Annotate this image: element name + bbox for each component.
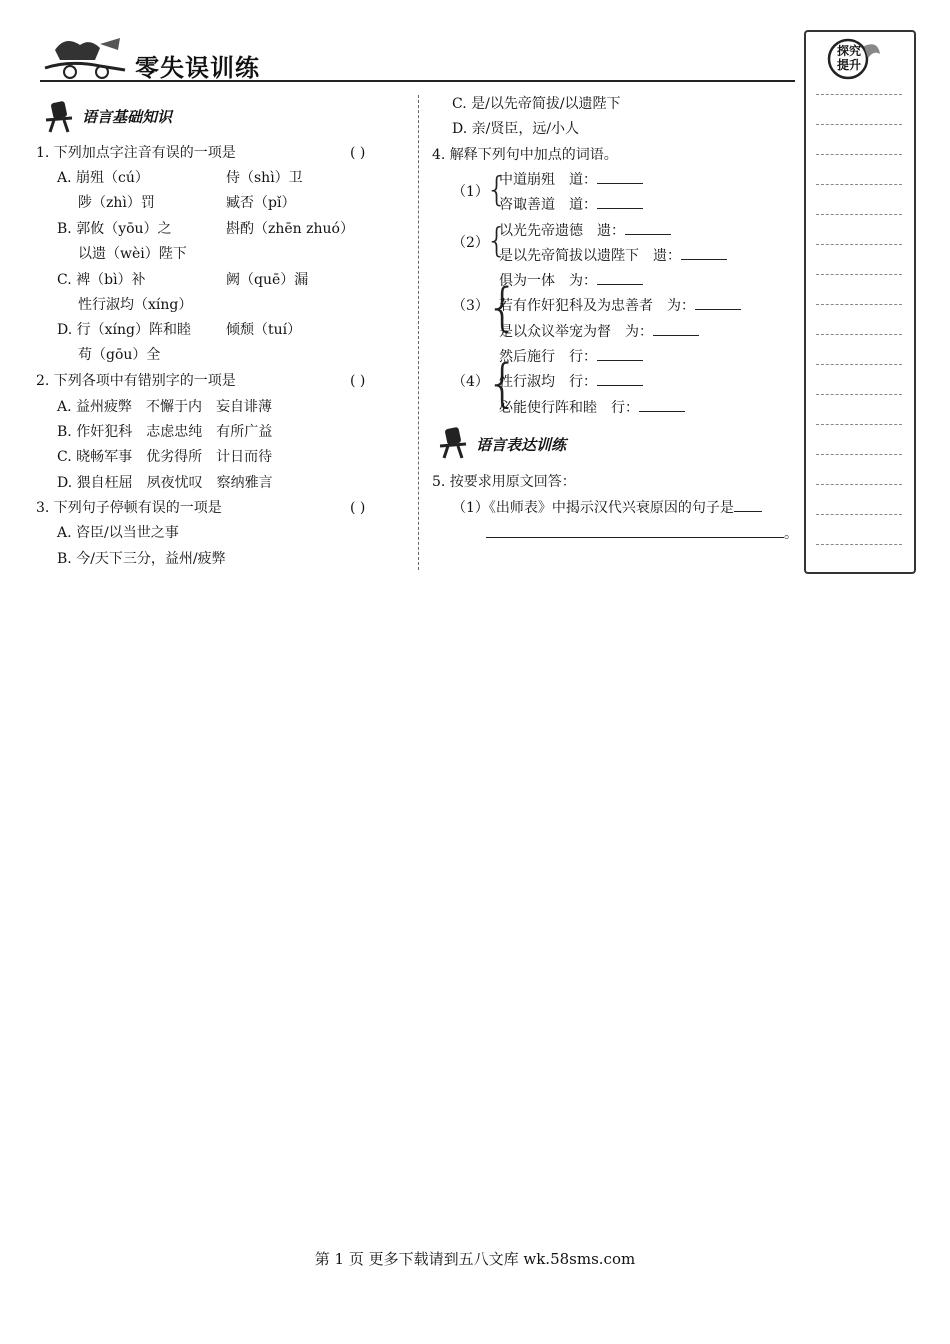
note-line <box>816 124 902 125</box>
section-expression-training: 语言表达训练 <box>476 436 567 454</box>
q4-group1-line2: 咨诹善道 道： <box>499 193 643 218</box>
q4-group4-line3: 必能使行阵和睦 行： <box>499 396 685 421</box>
q3-option-b: B. 今/天下三分，益州/疲弊 <box>57 551 226 567</box>
note-line <box>816 544 902 545</box>
q4-group2-line1: 以光先帝遗德 遗： <box>499 219 671 244</box>
q5-part1: （1）《出师表》中揭示汉代兴衰原因的句子是 <box>452 496 762 521</box>
sidebar-badge-label: 探究提升 <box>836 44 861 72</box>
q2-answer-paren[interactable]: ( ) <box>350 373 366 389</box>
q4-group4-line1: 然后施行 行： <box>499 345 643 370</box>
q2-option-a: A. 益州疲弊 不懈于内 妄自诽薄 <box>57 399 273 415</box>
q1-option-d1: D. 行（xíng）阵和睦 <box>57 322 191 338</box>
q4-stem: 4. 解释下列句中加点的词语。 <box>432 147 618 163</box>
q1-option-d2: 倾颓（tuí） <box>226 322 302 338</box>
q1-option-c1: C. 裨（bì）补 <box>57 272 146 288</box>
q4-g1-l2-blank[interactable] <box>597 194 643 209</box>
note-line <box>816 424 902 425</box>
q4-group4-number: （4） <box>452 374 489 390</box>
q1-option-b2: 斟酌（zhēn zhuó） <box>226 221 354 237</box>
note-line <box>816 304 902 305</box>
note-line <box>816 454 902 455</box>
note-line <box>816 364 902 365</box>
q4-g4-l1-blank[interactable] <box>597 346 643 361</box>
q1-option-a2: 侍（shì）卫 <box>226 170 303 186</box>
q1-option-a1: A. 崩殂（cú） <box>57 170 149 186</box>
q1-option-a3: 陟（zhì）罚 <box>78 195 155 211</box>
q4-group4-line2: 性行淑均 行： <box>499 370 643 395</box>
q4-group2-number: （2） <box>452 235 489 251</box>
q1-option-c3: 性行淑均（xíng） <box>78 297 193 313</box>
note-line <box>816 94 902 95</box>
q1-option-d3: 苟（gōu）全 <box>78 347 161 363</box>
note-line <box>816 334 902 335</box>
q4-group3-number: （3） <box>452 298 489 314</box>
q4-group1-number: （1） <box>452 184 489 200</box>
header-rule <box>40 80 795 82</box>
q3-option-d: D. 亲/贤臣，远/小人 <box>452 121 580 137</box>
q5-p1-blank-b[interactable] <box>486 523 784 538</box>
notes-sidebar <box>804 30 916 574</box>
q4-g4-l3-blank[interactable] <box>639 397 685 412</box>
q4-group2-line2: 是以先帝简拔以遗陛下 遗： <box>499 244 727 269</box>
header-logo-icon <box>40 30 130 80</box>
q2-option-b: B. 作奸犯科 志虑忠纯 有所广益 <box>57 424 273 440</box>
q4-group1-line1: 中道崩殂 道： <box>499 168 643 193</box>
q1-option-b1: B. 郭攸（yōu）之 <box>57 221 172 237</box>
note-line <box>816 244 902 245</box>
page-footer: 第 1 页 更多下载请到五八文库 wk.58sms.com <box>314 1250 636 1268</box>
q1-option-b3: 以遗（wèi）陛下 <box>78 246 187 262</box>
q5-p1-blank-a[interactable] <box>734 497 762 512</box>
q1-answer-paren[interactable]: ( ) <box>350 145 366 161</box>
q5-stem: 5. 按要求用原文回答： <box>432 474 576 490</box>
note-line <box>816 394 902 395</box>
q2-stem: 2. 下列各项中有错别字的一项是 <box>36 373 236 389</box>
q3-stem: 3. 下列句子停顿有误的一项是 <box>36 500 222 516</box>
q4-g3-l2-blank[interactable] <box>695 295 741 310</box>
q4-g2-l2-blank[interactable] <box>681 245 727 260</box>
q4-g4-l2-blank[interactable] <box>597 371 643 386</box>
q4-group3-line3: 是以众议举宠为督 为： <box>499 320 699 345</box>
q1-option-a4: 臧否（pǐ） <box>226 195 296 211</box>
note-line <box>816 154 902 155</box>
column-divider <box>418 95 419 570</box>
note-line <box>816 274 902 275</box>
character-icon <box>432 424 472 460</box>
q4-g1-l1-blank[interactable] <box>597 169 643 184</box>
q1-option-c2: 阙（quē）漏 <box>226 272 309 288</box>
q5-part1-continued: 。 <box>486 522 798 547</box>
q4-group3-line1: 俱为一体 为： <box>499 269 643 294</box>
q4-g3-l3-blank[interactable] <box>653 321 699 336</box>
note-line <box>816 484 902 485</box>
q3-option-a: A. 咨臣/以当世之事 <box>57 525 179 541</box>
q2-option-d: D. 猥自枉屈 夙夜忧叹 察纳雅言 <box>57 475 273 491</box>
q4-g2-l1-blank[interactable] <box>625 220 671 235</box>
q3-option-c: C. 是/以先帝简拔/以遗陛下 <box>452 96 621 112</box>
q1-stem: 1. 下列加点字注音有误的一项是 <box>36 145 236 161</box>
note-line <box>816 514 902 515</box>
section-basic-knowledge: 语言基础知识 <box>82 108 173 126</box>
q2-option-c: C. 晓畅军事 优劣得所 计日而待 <box>57 449 273 465</box>
q3-answer-paren[interactable]: ( ) <box>350 500 366 516</box>
page-title: 零失误训练 <box>135 54 260 82</box>
note-line <box>816 184 902 185</box>
character-icon <box>38 98 78 134</box>
q4-group3-line2: 若有作奸犯科及为忠善者 为： <box>499 294 741 319</box>
note-line <box>816 214 902 215</box>
q4-g3-l1-blank[interactable] <box>597 270 643 285</box>
